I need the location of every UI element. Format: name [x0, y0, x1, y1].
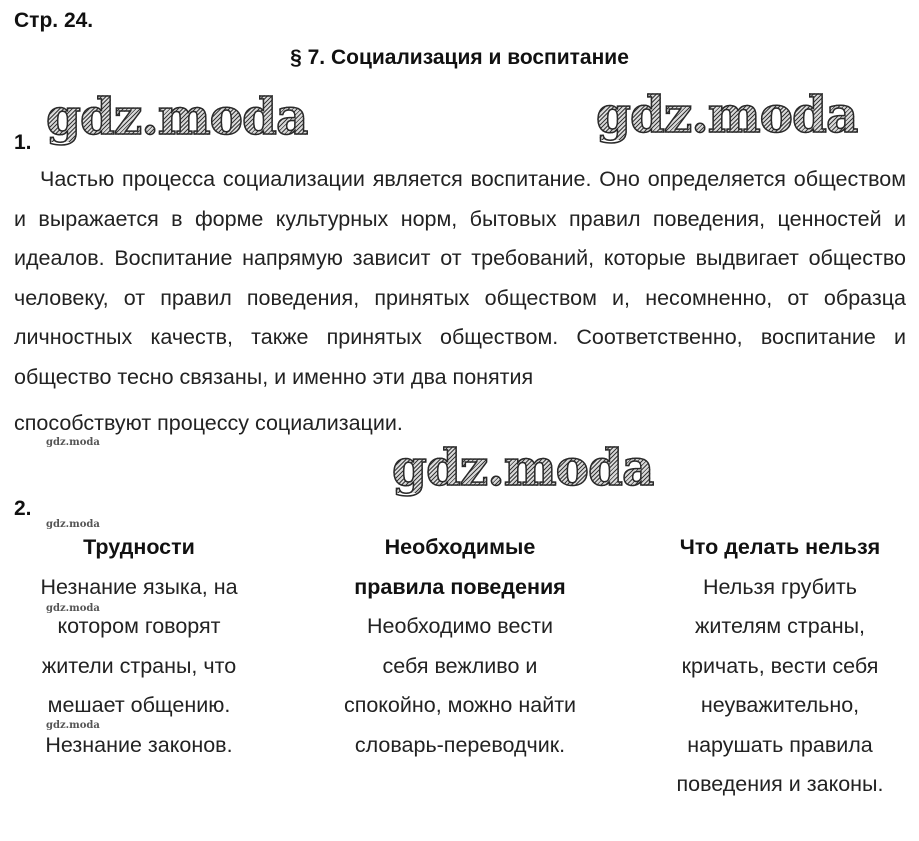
column-rules: [320, 528, 600, 765]
watermark-logo: gdz.moda: [46, 87, 308, 146]
column-difficulties: [14, 528, 264, 765]
column-line: спокойно, можно найти: [343, 693, 577, 717]
column-line: словарь-переводчик.: [354, 732, 566, 757]
column-line: жители страны, что: [41, 653, 237, 678]
column-header: правила поведения: [354, 574, 566, 599]
column-line: жителям страны,: [695, 614, 865, 638]
watermark-logo: gdz.moda: [596, 85, 858, 144]
page-label: Стр. 24.: [14, 9, 94, 32]
column-line: себя вежливо и: [382, 653, 538, 678]
column-line: Необходимо вести: [366, 614, 554, 638]
paragraph-last-line: способствуют процессу социализации.: [14, 410, 403, 435]
task-1-number: 1.: [14, 131, 32, 154]
section-title: § 7. Социализация и воспитание: [290, 46, 629, 69]
column-header: Трудности: [83, 535, 195, 559]
column-line: Нельзя грубить: [703, 574, 857, 599]
watermark-logo: gdz.moda: [392, 438, 654, 497]
watermark-small: gdz.moda: [46, 720, 100, 731]
task-2-number: 2.: [14, 497, 32, 520]
column-line: поведения и законы.: [676, 772, 884, 796]
paragraph-text: Частью процесса социализации является воспитание. Оно определяется обществом и выражается в форме культурных норм, бытовых правил поведения, ценностей и идеалов. Воспитание напрямую зависит от требований, которые выдвигает общество человеку, от правил поведения, принятых обществом и, несомненно, от образца личностных качеств, также принятых обществом. Соответственно, воспитание и общество тесно связаны, и именно эти два понятия: [14, 167, 906, 389]
watermark-small: gdz.moda: [46, 603, 100, 614]
column-line: Незнание законов.: [45, 732, 233, 757]
column-forbidden: [660, 528, 900, 805]
watermark-small: gdz.moda: [46, 519, 100, 530]
watermark-small: gdz.moda: [46, 437, 100, 448]
column-line: Незнание языка, на: [40, 574, 238, 599]
column-header: Что делать нельзя: [679, 535, 881, 559]
column-line: неуважительно,: [700, 693, 860, 717]
column-header: Необходимые: [384, 535, 536, 559]
task-1-paragraph: [14, 160, 906, 443]
column-line: кричать, вести себя: [681, 653, 879, 678]
column-line: котором говорят: [57, 614, 221, 638]
column-line: мешает общению.: [47, 693, 231, 717]
column-line: нарушать правила: [687, 732, 873, 757]
